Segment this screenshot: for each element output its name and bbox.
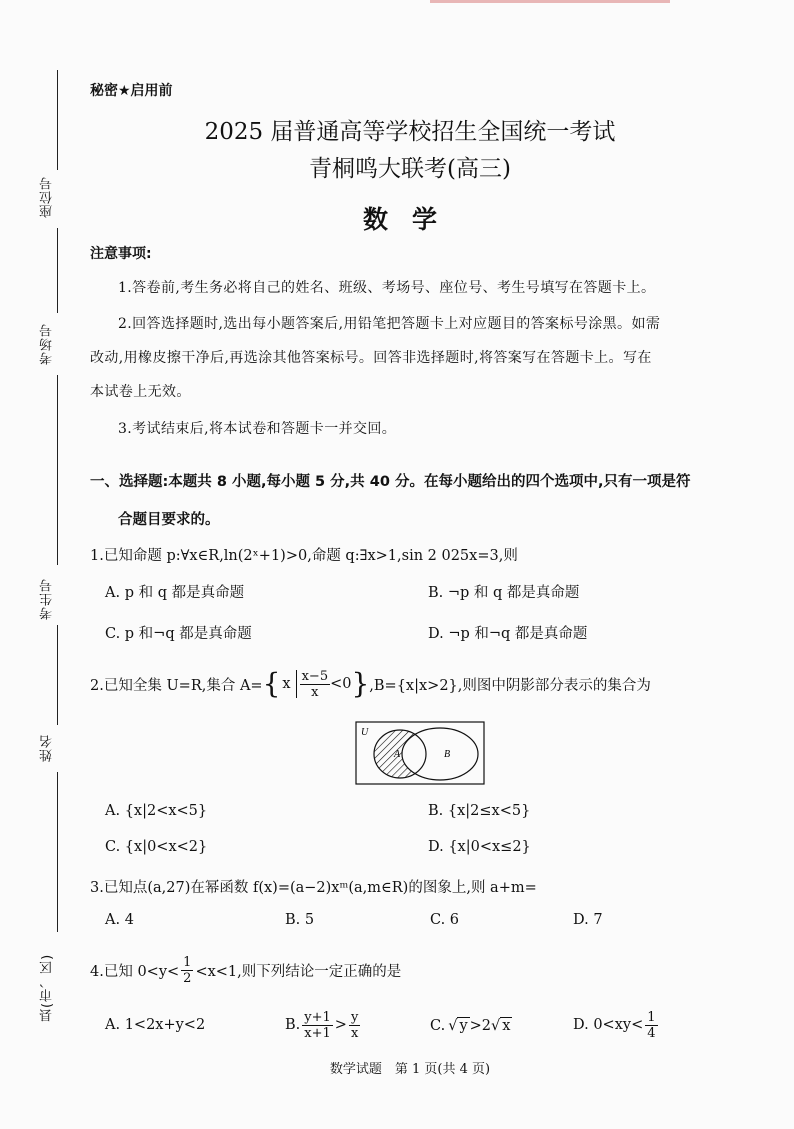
q4-c-radicand-2: x	[502, 1018, 511, 1034]
q4-d-label: D. 0<xy<	[573, 1017, 644, 1033]
notice-item-3: 3.考试结束后,将本试卷和答题卡一并交回。	[118, 421, 397, 437]
top-edge-mark	[430, 0, 670, 3]
q4-half-num: 1	[183, 954, 192, 970]
notice-heading: 注意事项:	[90, 246, 152, 262]
section-heading: 一、选择题:本题共 8 小题,每小题 5 分,共 40 分。在每小题给出的四个选项中,只有一项是符	[90, 474, 691, 490]
venn-svg	[355, 721, 485, 785]
question-1-stem: 1.已知命题 p:∀x∈R,ln(2ˣ+1)>0,命题 q:∃x>1,sin 2 025x=3,则	[90, 548, 518, 564]
q4-b-fraction-2	[349, 1010, 360, 1041]
q1-option-d: D. ¬p 和¬q 都是真命题	[428, 626, 588, 642]
q2-frac-den: x	[311, 684, 319, 700]
sqrt-sign: √	[448, 1017, 458, 1034]
examinee-number-label: 考生号	[40, 578, 55, 620]
q4-b-fraction-1	[302, 1010, 333, 1041]
venn-label-b: B	[444, 749, 451, 760]
q3-option-c: C. 6	[430, 912, 460, 928]
q4-c-mid: >2	[469, 1017, 492, 1034]
venn-diagram	[355, 721, 485, 785]
q3-option-a: A. 4	[105, 912, 134, 928]
q4-c-label: C.	[430, 1017, 446, 1034]
q4-half-den: 2	[183, 970, 192, 986]
q2-set-var: x	[282, 676, 291, 692]
binding-line	[57, 375, 58, 565]
q2-set-cond: <0	[330, 676, 352, 692]
county-label: 县(市、区)	[40, 953, 55, 1022]
q2-fraction	[300, 669, 331, 700]
q3-option-b: B. 5	[285, 912, 315, 928]
q4-b-label: B.	[285, 1017, 301, 1033]
q2-frac-num: x−5	[301, 668, 329, 684]
venn-label-a: A	[394, 749, 401, 760]
exam-title: 2025 届普通高等学校招生全国统一考试	[204, 119, 616, 145]
q2-option-d: D. {x|0<x≤2}	[428, 839, 531, 855]
seat-number-label: 座位号	[40, 176, 55, 218]
q4-b-den: x+1	[304, 1025, 331, 1041]
q1-option-b: B. ¬p 和 q 都是真命题	[428, 585, 580, 601]
notice-item-1: 1.答卷前,考生务必将自己的姓名、班级、考场号、座位号、考生号填写在答题卡上。	[118, 280, 656, 296]
q2-option-b: B. {x|2≤x<5}	[428, 803, 531, 819]
q4-b-num: y+1	[304, 1009, 331, 1025]
question-3-stem: 3.已知点(a,27)在幂函数 f(x)=(a−2)xᵐ(a,m∈R)的图象上,则 a+m=	[90, 880, 537, 896]
q4-d-num: 1	[647, 1009, 656, 1025]
brace-left: {	[262, 667, 281, 700]
exam-subtitle: 青桐鸣大联考(高三)	[309, 156, 511, 182]
q4-half-fraction	[181, 955, 193, 986]
q4-b-den2: x	[350, 1025, 359, 1041]
q4-c-radicand-1: y	[459, 1018, 468, 1034]
notice-item-2: 2.回答选择题时,选出每小题答案后,用铅笔把答题卡上对应题目的答案标号涂黑。如需	[118, 316, 661, 332]
set-bar	[296, 670, 297, 698]
page-footer: 数学试题 第 1 页(共 4 页)	[329, 1062, 491, 1077]
q4-b-op: >	[334, 1017, 347, 1033]
section-heading-cont: 合题目要求的。	[118, 512, 220, 528]
notice-item-2-cont: 本试卷上无效。	[90, 384, 191, 400]
q2-option-c: C. {x|0<x<2}	[105, 839, 208, 855]
q4-stem-prefix: 4.已知 0<y<	[90, 963, 180, 980]
sqrt-sign: √	[491, 1017, 501, 1034]
brace-right: }	[351, 667, 370, 700]
q2-stem-suffix: ,B={x|x>2},则图中阴影部分表示的集合为	[369, 677, 651, 694]
binding-line	[57, 772, 58, 932]
q4-d-fraction	[645, 1010, 657, 1041]
q4-option-d	[573, 1006, 660, 1044]
q2-option-a: A. {x|2<x<5}	[105, 803, 208, 819]
question-4-stem	[90, 951, 401, 989]
q4-b-num2: y	[350, 1009, 359, 1025]
binding-line	[57, 228, 58, 313]
q4-option-a: A. 1<2x+y<2	[105, 1017, 206, 1033]
q1-option-a: A. p 和 q 都是真命题	[105, 585, 245, 601]
q1-option-c: C. p 和¬q 都是真命题	[105, 626, 252, 642]
venn-label-u: U	[361, 727, 369, 738]
secret-mark: 秘密★启用前	[90, 83, 173, 99]
question-2-stem	[90, 665, 651, 703]
binding-line	[57, 625, 58, 725]
q4-option-c	[430, 1017, 512, 1034]
q3-option-d: D. 7	[573, 912, 603, 928]
exam-room-label: 考场号	[40, 323, 55, 365]
notice-item-2-cont: 改动,用橡皮擦干净后,再选涂其他答案标号。回答非选择题时,将答案写在答题卡上。写在	[90, 350, 652, 366]
name-label: 姓名	[40, 734, 55, 762]
q4-stem-suffix: <x<1,则下列结论一定正确的是	[195, 963, 402, 980]
q2-stem-prefix: 2.已知全集 U=R,集合 A=	[90, 677, 263, 694]
q4-option-b	[285, 1006, 362, 1044]
subject-title: 数学	[362, 205, 461, 234]
q4-d-den: 4	[647, 1025, 656, 1041]
